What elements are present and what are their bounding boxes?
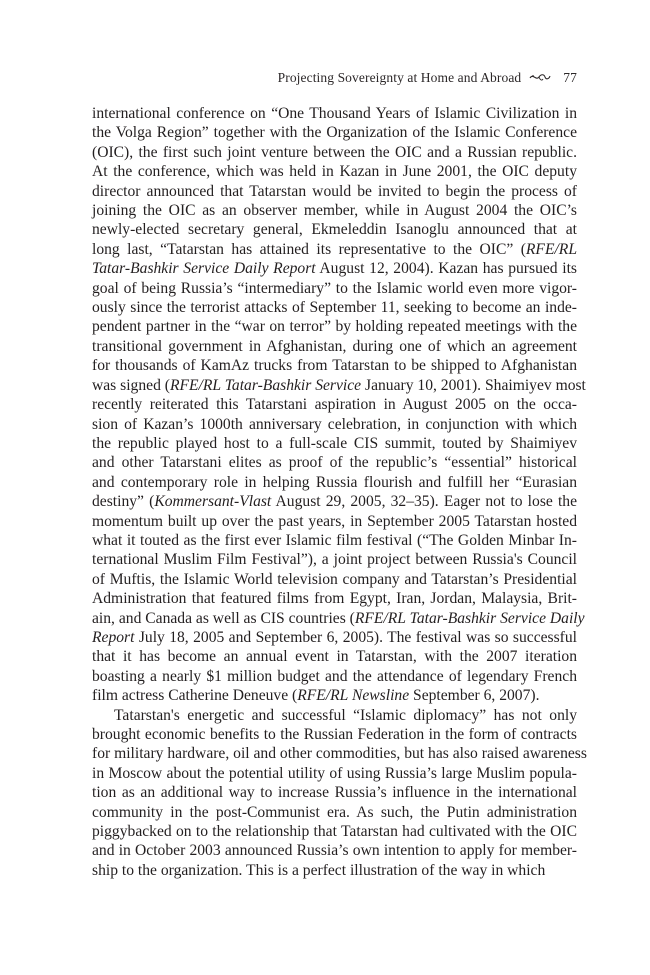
text-line xyxy=(92,628,577,647)
text-line xyxy=(92,201,577,220)
text-line xyxy=(92,104,577,123)
book-page xyxy=(92,70,587,880)
text-line xyxy=(92,143,577,162)
text-line xyxy=(92,667,577,686)
text-line xyxy=(92,123,577,142)
text-line xyxy=(92,356,577,375)
text-line xyxy=(92,744,587,763)
text-line xyxy=(92,589,577,608)
text-run: in Moscow about the potential utility of using Russia’s large Muslim popula- xyxy=(92,764,577,782)
text-run: the Volga Region” together with the Organization of the Islamic Conference xyxy=(92,124,577,142)
text-line xyxy=(92,783,577,802)
text-run: and other Tatarstani elites as proof of the republic’s “essential” historical xyxy=(92,454,577,472)
text-line xyxy=(92,473,577,492)
italic-citation: RFE/RL xyxy=(525,240,577,258)
text-run: long last, “Tatarstan has attained its representative to the OIC” ( xyxy=(92,240,526,258)
italic-citation: RFE/RL Newsline xyxy=(297,687,410,705)
text-run: Tatarstan's energetic and successful “Islamic diplomacy” has not only xyxy=(114,706,577,724)
text-run: (OIC), the first such joint venture between the OIC and a Russian republic. xyxy=(92,143,577,161)
text-run: newly-elected secretary general, Ekmeleddin Isanoglu announced that at xyxy=(92,221,577,239)
text-run: brought economic benefits to the Russian Federation in the form of contracts xyxy=(92,726,577,743)
text-run: ously since the terrorist attacks of September 11, seeking to become an inde- xyxy=(92,299,577,317)
text-line xyxy=(92,453,577,472)
text-line xyxy=(92,220,577,239)
paragraph-2 xyxy=(92,706,587,881)
page-number: 77 xyxy=(563,70,577,85)
text-run: the republic played host to a full-scale CIS summit, touted by Shaimiyev xyxy=(92,434,577,452)
text-run: ship to the organization. This is a perfect illustration of the way in which xyxy=(92,861,546,879)
fleuron-icon xyxy=(529,72,551,82)
italic-citation: Kommersant-Vlast xyxy=(154,493,272,511)
running-title: Projecting Sovereignty at Home and Abroad xyxy=(277,70,522,85)
text-run: and contemporary role in helping Russia flourish and fulfill her “Eurasian xyxy=(92,473,577,491)
text-line xyxy=(92,182,577,201)
text-line xyxy=(92,725,577,744)
text-line xyxy=(92,492,577,511)
text-run: and in October 2003 announced Russia’s own intention to apply for member- xyxy=(92,842,577,860)
text-run: for military hardware, oil and other commodities, but has also raised awareness xyxy=(92,745,587,763)
text-run: ternational Muslim Film Festival”), a joint project between Russia's Council xyxy=(92,551,577,569)
italic-citation: Tatar-Bashkir Service Daily Report xyxy=(92,260,316,278)
italic-citation: Report xyxy=(92,628,135,646)
text-line xyxy=(92,861,577,880)
text-run: ain, and Canada as well as CIS countries ( xyxy=(92,609,355,627)
text-run: community in the post-Communist era. As such, the Putin administration xyxy=(92,803,577,821)
text-run: recently reiterated this Tatarstani aspiration in August 2005 on the occa- xyxy=(92,396,577,414)
text-run: momentum built up over the past years, in September 2005 Tatarstan hosted xyxy=(92,512,577,530)
text-run: destiny” ( xyxy=(92,493,155,511)
text-line xyxy=(92,337,577,356)
text-run: that it has become an annual event in Tatarstan, with the 2007 iteration xyxy=(92,648,577,666)
text-line xyxy=(92,415,577,434)
text-run: goal of being Russia’s “intermediary” to the Islamic world even more vigor- xyxy=(92,279,577,297)
text-run: was signed ( xyxy=(92,376,170,394)
text-run: film actress Catherine Deneuve ( xyxy=(92,687,298,705)
text-line xyxy=(92,609,585,628)
text-line xyxy=(92,764,577,783)
text-line xyxy=(92,531,577,550)
text-line xyxy=(92,841,577,860)
text-run: January 10, 2001). Shaimiyev most xyxy=(361,376,586,394)
text-run: of Muftis, the Islamic World television company and Tatarstan’s Presidential xyxy=(92,570,577,588)
text-line xyxy=(92,259,577,278)
text-run: joining the OIC as an observer member, while in August 2004 the OIC’s xyxy=(92,202,577,220)
text-run: September 6, 2007). xyxy=(409,687,540,705)
text-line xyxy=(92,706,577,725)
text-run: At the conference, which was held in Kazan in June 2001, the OIC deputy xyxy=(92,163,577,181)
text-line xyxy=(92,647,577,666)
text-line xyxy=(92,240,577,259)
text-run: what it touted as the first ever Islamic film festival (“The Golden Minbar In- xyxy=(92,531,577,549)
body-text xyxy=(92,104,587,880)
paragraph-1 xyxy=(92,104,586,706)
running-head xyxy=(92,70,577,88)
text-run: boasting a nearly $1 million budget and the attendance of legendary French xyxy=(92,667,577,685)
text-run: August 12, 2004). Kazan has pursued its xyxy=(315,260,577,278)
text-run: July 18, 2005 and September 6, 2005). The festival was so successful xyxy=(134,628,577,646)
text-line xyxy=(92,298,577,317)
text-run: director announced that Tatarstan would be invited to begin the process of xyxy=(92,182,577,200)
text-line xyxy=(92,376,586,395)
text-line xyxy=(92,279,577,298)
text-run: for thousands of KamAz trucks from Tatarstan to be shipped to Afghanistan xyxy=(92,357,577,375)
text-run: Administration that featured films from Egypt, Iran, Jordan, Malaysia, Brit- xyxy=(92,590,577,608)
text-line xyxy=(92,550,577,569)
text-line xyxy=(92,512,577,531)
text-run: transitional government in Afghanistan, during one of which an agreement xyxy=(92,337,577,355)
text-run: tion as an additional way to increase Russia’s influence in the international xyxy=(92,784,577,802)
text-run: sion of Kazan’s 1000th anniversary celebration, in conjunction with which xyxy=(92,415,577,433)
text-run: August 29, 2005, 32–35). Eager not to lose the xyxy=(271,493,578,511)
text-run: international conference on “One Thousand Years of Islamic Civilization in xyxy=(92,105,577,122)
italic-citation: RFE/RL Tatar-Bashkir Service xyxy=(169,376,362,394)
text-line xyxy=(92,686,577,705)
text-line xyxy=(92,317,577,336)
text-run: pendent partner in the “war on terror” by holding repeated meetings with the xyxy=(92,318,577,336)
text-line xyxy=(92,395,577,414)
text-line xyxy=(92,570,577,589)
text-line xyxy=(92,434,577,453)
text-line xyxy=(92,822,577,841)
text-run: piggybacked on to the relationship that Tatarstan had cultivated with the OIC xyxy=(92,823,577,841)
italic-citation: RFE/RL Tatar-Bashkir Service Daily xyxy=(354,609,585,627)
text-line xyxy=(92,162,577,181)
text-line xyxy=(92,803,577,822)
